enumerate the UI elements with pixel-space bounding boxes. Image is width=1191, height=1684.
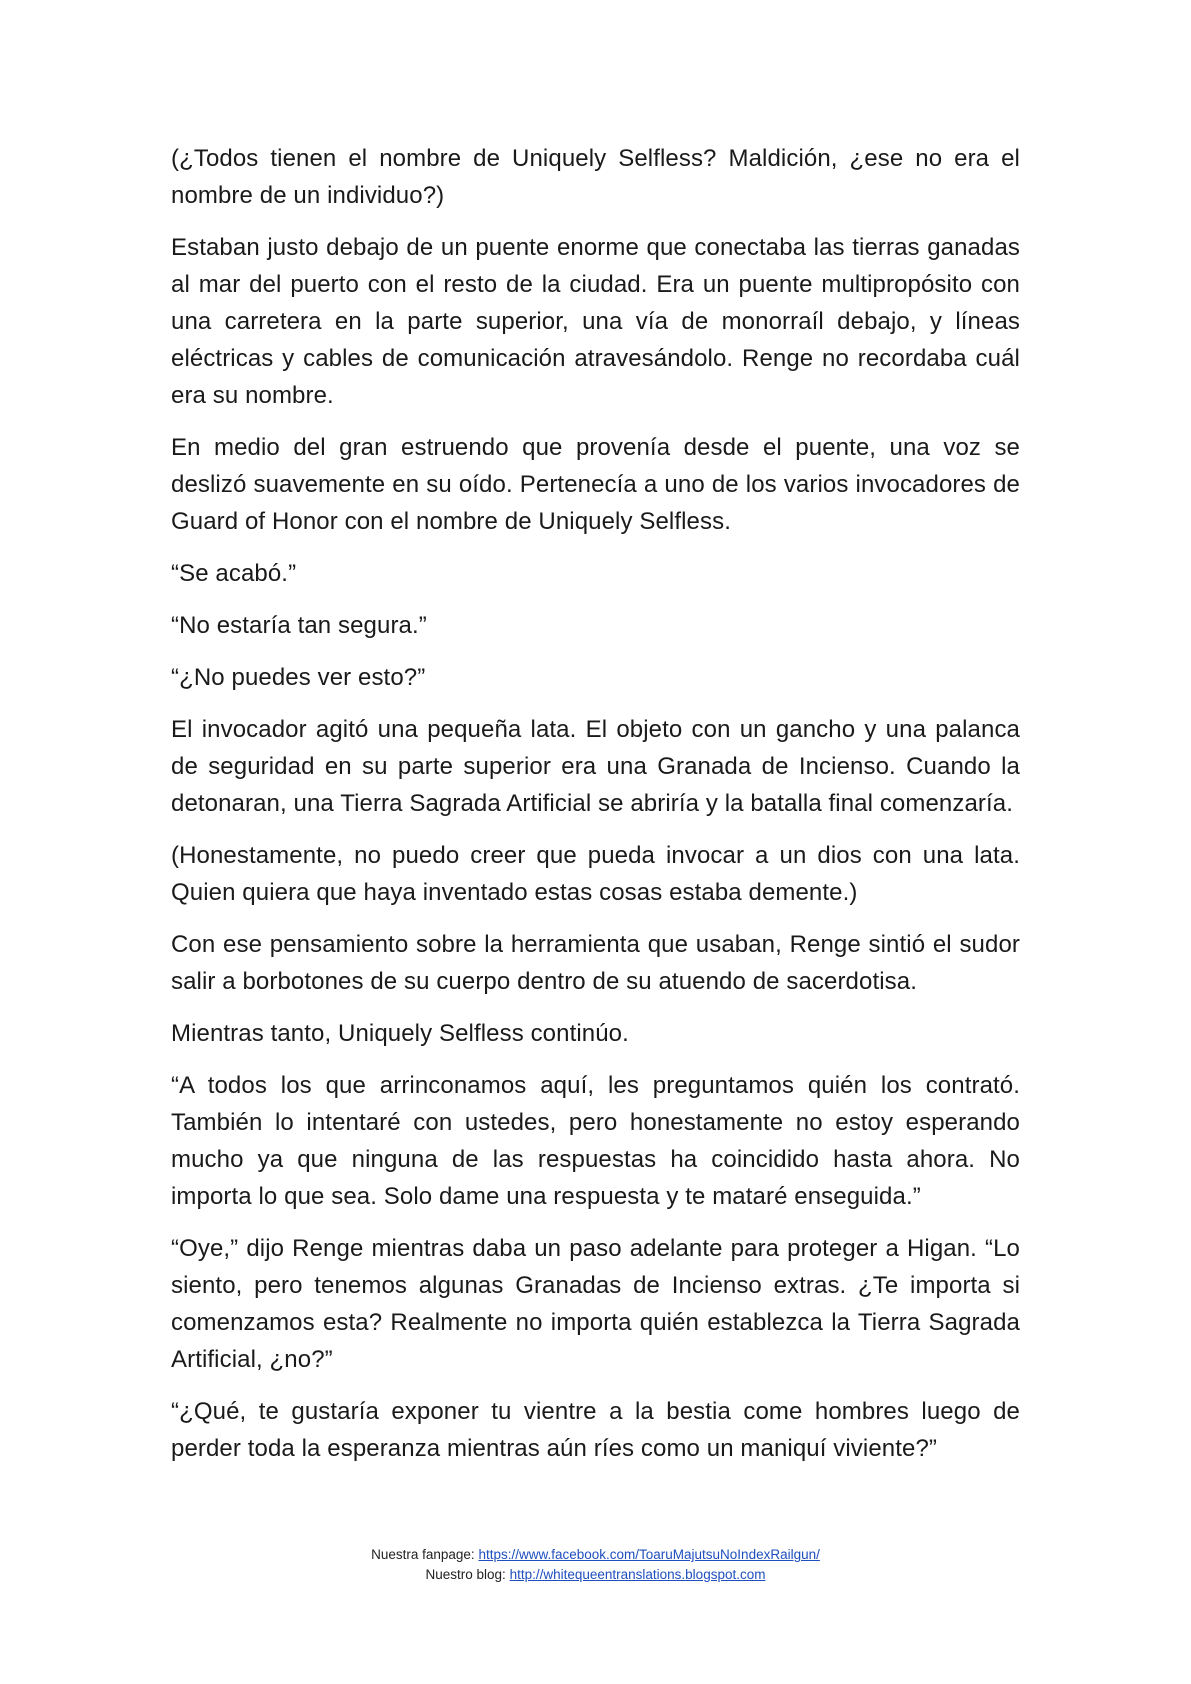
paragraph: “Oye,” dijo Renge mientras daba un paso adelante para proteger a Higan. “Lo siento, pero tenemos algunas Granadas de Incienso extras. ¿Te importa si comenzamos esta? Realmente no importa quién establezca la Tierra Sagrada Artificial, ¿no?” [171,1235,1020,1373]
paragraph: Con ese pensamiento sobre la herramienta que usaban, Renge sintió el sudor salir a borbotones de su cuerpo dentro de su atuendo de sacerdotisa. [171,931,1020,995]
blog-link[interactable]: http://whitequeentranslations.blogspot.com [509,1567,766,1582]
paragraph: Mientras tanto, Uniquely Selfless continúo. [171,1020,629,1047]
paragraph: El invocador agitó una pequeña lata. El objeto con un gancho y una palanca de seguridad en su parte superior era una Granada de Incienso. Cuando la detonaran, una Tierra Sagrada Artificial se abriría y la batalla final comenzaría. [171,716,1020,817]
paragraph: (Honestamente, no puedo creer que pueda invocar a un dios con una lata. Quien quiera que haya inventado estas cosas estaba demente.) [171,842,1020,906]
blog-label: Nuestro blog: [425,1567,510,1582]
paragraph: (¿Todos tienen el nombre de Uniquely Selfless? Maldición, ¿ese no era el nombre de un individuo?) [171,145,1020,209]
page-footer [0,1545,1191,1585]
paragraph: En medio del gran estruendo que provenía desde el puente, una voz se deslizó suavemente en su oído. Pertenecía a uno de los varios invocadores de Guard of Honor con el nombre de Uniquely Selfless. [171,434,1020,535]
body-text [171,140,1020,1482]
paragraph: “No estaría tan segura.” [171,612,427,639]
paragraph: Estaban justo debajo de un puente enorme que conectaba las tierras ganadas al mar del puerto con el resto de la ciudad. Era un puente multipropósito con una carretera en la parte superior, una vía de monorraíl debajo, y líneas eléctricas y cables de comunicación atravesándolo. Renge no recordaba cuál era su nombre. [171,234,1020,409]
blog-line [0,1565,1191,1585]
paragraph: “¿Qué, te gustaría exponer tu vientre a la bestia come hombres luego de perder toda la esperanza mientras aún ríes como un maniquí viviente?” [171,1398,1020,1462]
fanpage-line [0,1545,1191,1565]
paragraph: “Se acabó.” [171,560,297,587]
fanpage-label: Nuestra fanpage: [371,1547,479,1562]
paragraph: “A todos los que arrinconamos aquí, les preguntamos quién los contrató. También lo intentaré con ustedes, pero honestamente no estoy esperando mucho ya que ninguna de las respuestas ha coincidido hasta ahora. No importa lo que sea. Solo dame una respuesta y te mataré enseguida.” [171,1072,1020,1210]
fanpage-link[interactable]: https://www.facebook.com/ToaruMajutsuNoIndexRailgun/ [478,1547,820,1562]
paragraph: “¿No puedes ver esto?” [171,664,426,691]
